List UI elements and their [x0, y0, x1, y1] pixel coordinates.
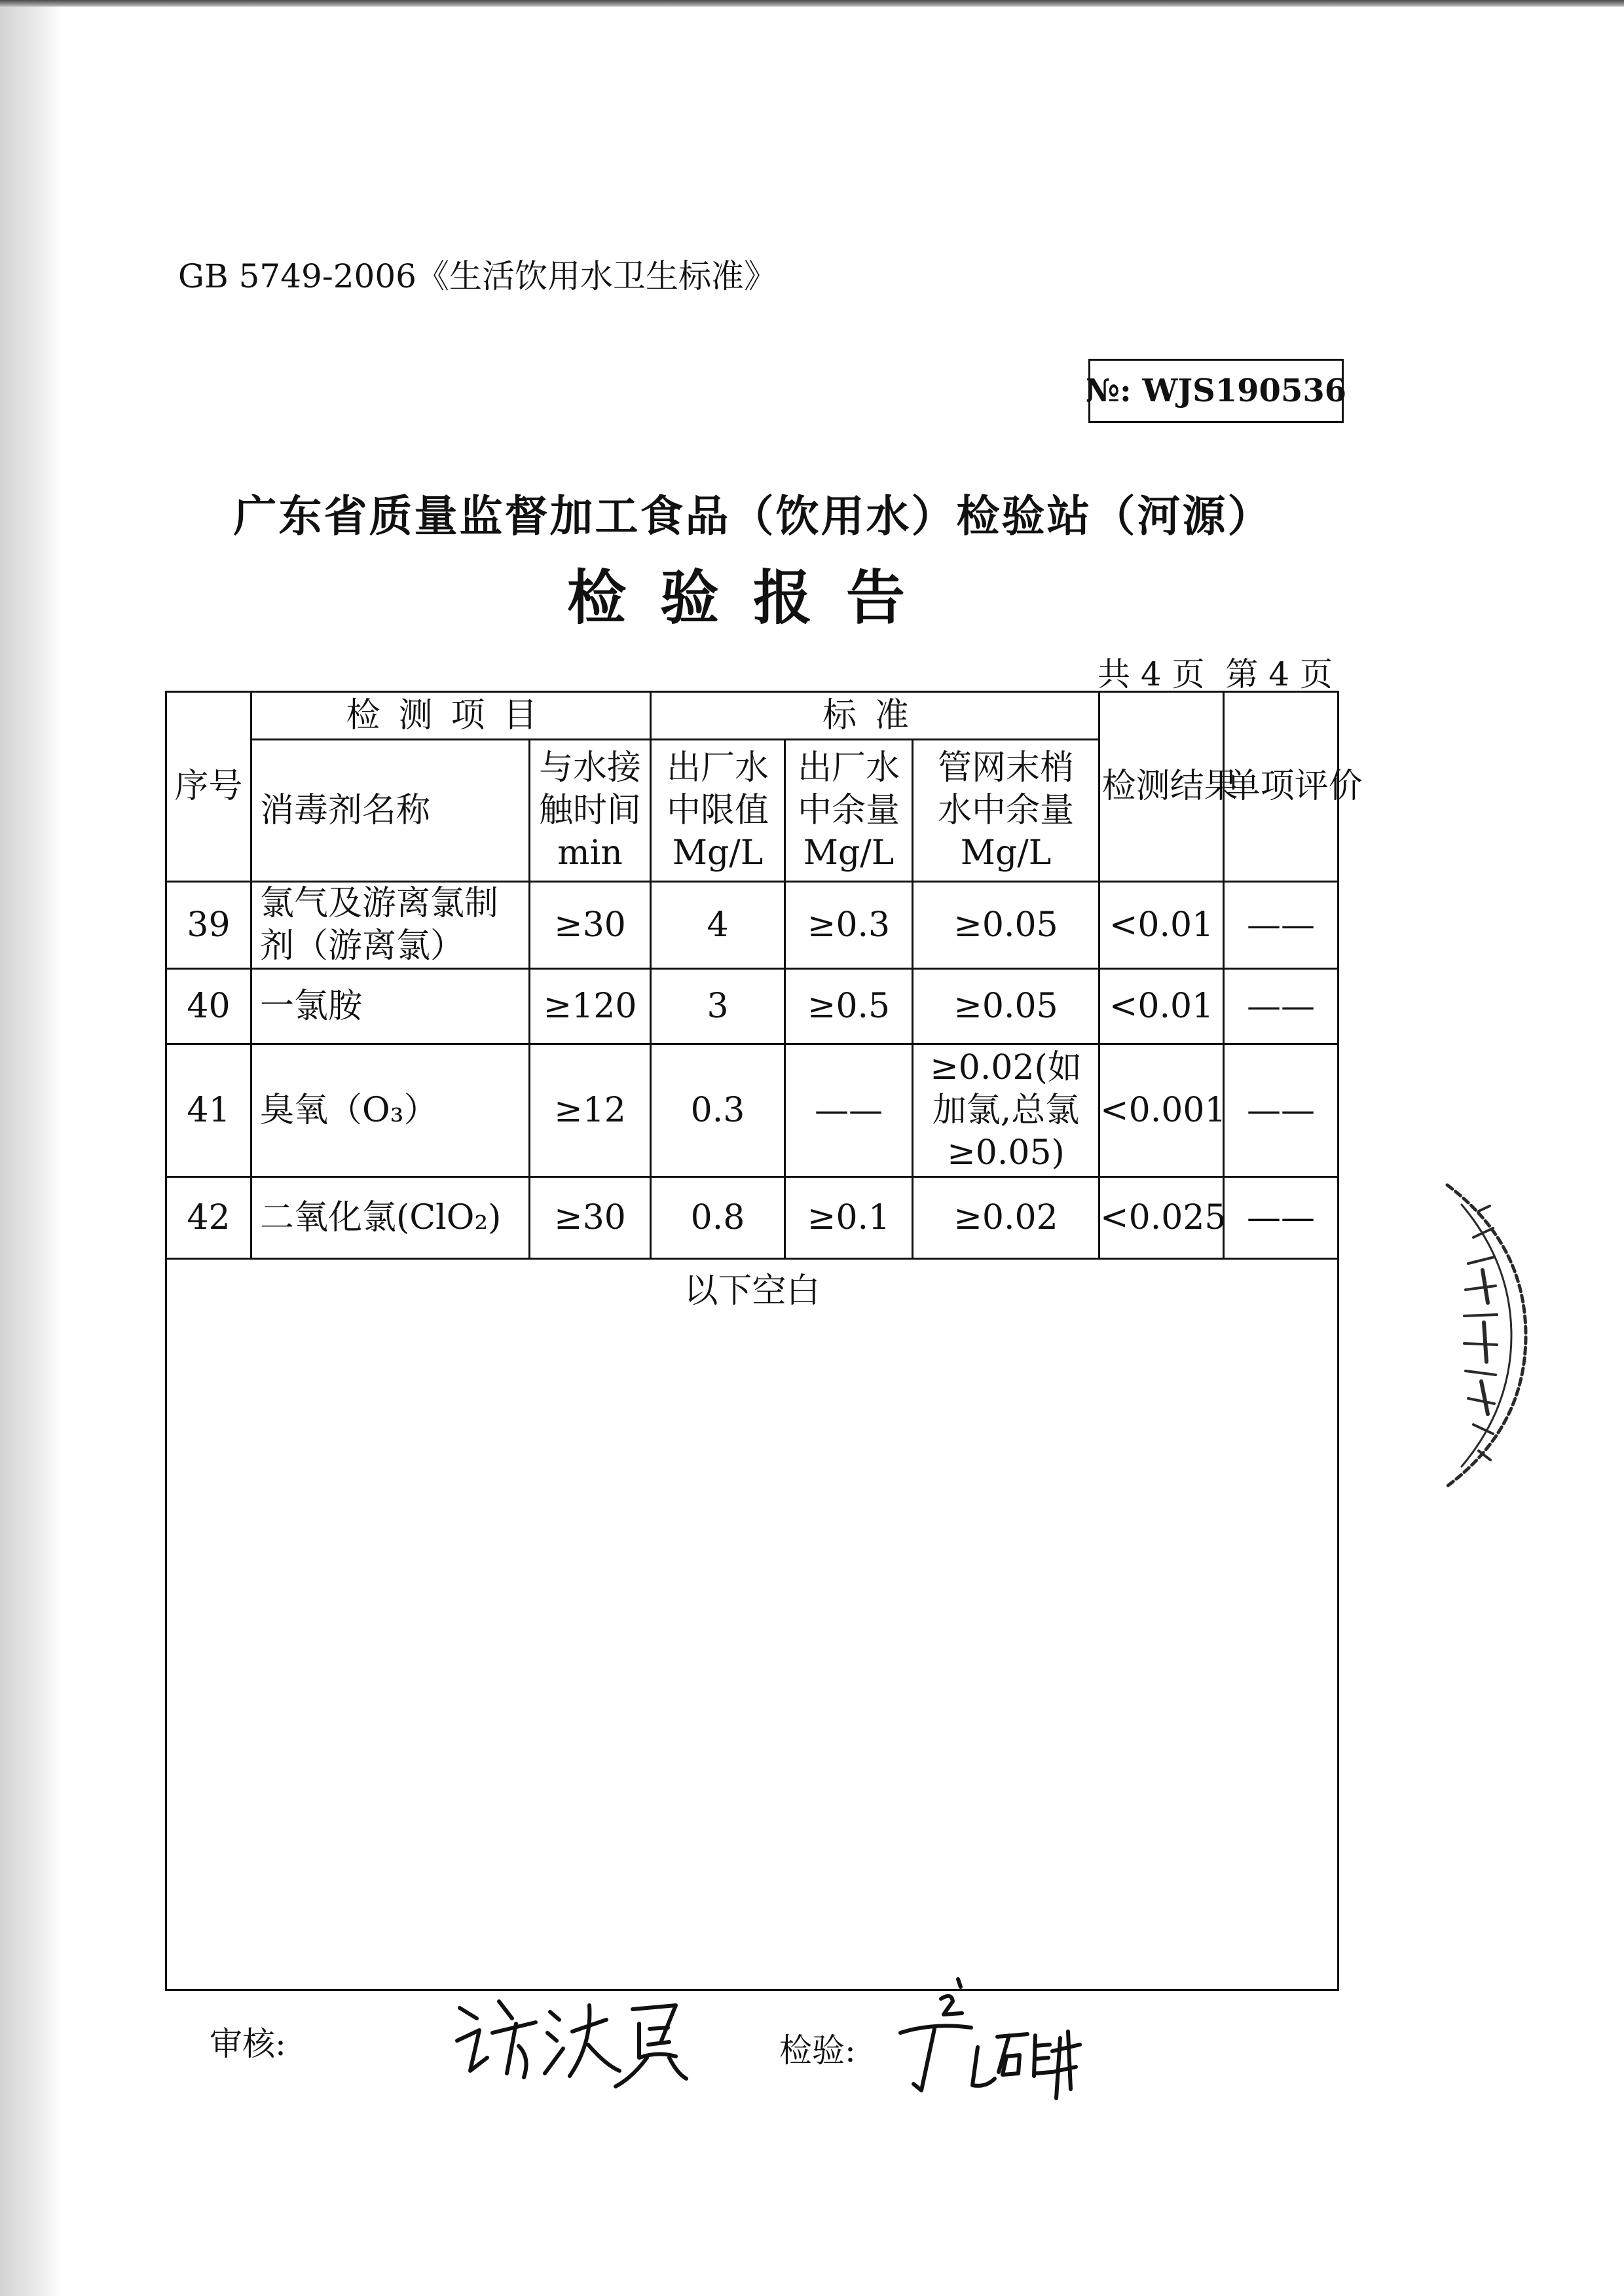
header-factory-residual: 出厂水中余量Mg/L [785, 740, 913, 882]
scan-shadow-top [0, 0, 1624, 7]
organization-title: 广东省质量监督加工食品（饮用水）检验站（河源） [233, 490, 1273, 541]
header-standard: 标准 [651, 692, 1099, 740]
row-seq: 42 [166, 1177, 251, 1259]
table-row [166, 1177, 1338, 1259]
standard-reference: GB 5749-2006《生活饮用水卫生标准》 [178, 257, 777, 295]
row-network-residual: ≥0.05 [913, 882, 1099, 969]
row-evaluation: —— [1224, 882, 1338, 969]
header-seq: 序号 [166, 692, 251, 882]
row-seq: 39 [166, 882, 251, 969]
blank-note: 以下空白 [684, 1271, 821, 1311]
row-network-residual: ≥0.02 [913, 1177, 1099, 1259]
row-factory-limit: 4 [651, 882, 785, 969]
report-number-box [1085, 359, 1347, 423]
header-result: 检测结果 [1099, 692, 1224, 882]
row-disinfectant-name: 臭氧（O₃） [251, 1044, 530, 1177]
row-result: <0.025 [1099, 1177, 1224, 1259]
document-title: 检验报告 [567, 563, 939, 632]
row-result: <0.001 [1099, 1044, 1224, 1177]
header-row-1 [166, 692, 1338, 740]
page-indicator: 共 4 页 第 4 页 [1098, 655, 1333, 693]
row-factory-residual: ≥0.3 [785, 882, 913, 969]
row-factory-residual: ≥0.5 [785, 969, 913, 1044]
row-seq: 40 [166, 969, 251, 1044]
table-row [166, 969, 1338, 1044]
row-result: <0.01 [1099, 969, 1224, 1044]
row-seq: 41 [166, 1044, 251, 1177]
report-number: №: WJS190536 [1085, 373, 1347, 409]
header-contact-time: 与水接触时间min [530, 740, 651, 882]
blank-area [166, 1259, 1338, 1990]
row-contact-time: ≥30 [530, 1177, 651, 1259]
scan-shadow-left [0, 0, 62, 2296]
header-evaluation: 单项评价 [1224, 692, 1338, 882]
header-disinfectant-name: 消毒剂名称 [251, 740, 530, 882]
row-factory-residual: ≥0.1 [785, 1177, 913, 1259]
header-factory-limit: 出厂水中限值Mg/L [651, 740, 785, 882]
blank-area-row [166, 1259, 1338, 1990]
row-factory-limit: 3 [651, 969, 785, 1044]
row-network-residual: ≥0.02(如加氯,总氯≥0.05) [913, 1044, 1099, 1177]
reviewer-signature [452, 1980, 701, 2095]
row-factory-residual: —— [785, 1044, 913, 1177]
row-contact-time: ≥12 [530, 1044, 651, 1177]
header-network-residual: 管网末梢水中余量Mg/L [913, 740, 1099, 882]
row-contact-time: ≥30 [530, 882, 651, 969]
row-factory-limit: 0.8 [651, 1177, 785, 1259]
row-disinfectant-name: 氯气及游离氯制剂（游离氯） [251, 882, 530, 969]
row-network-residual: ≥0.05 [913, 969, 1099, 1044]
table-row [166, 1044, 1338, 1177]
reviewer-label: 审核: [210, 2025, 286, 2063]
header-test-items: 检测项目 [251, 692, 651, 740]
row-disinfectant-name: 一氯胺 [251, 969, 530, 1044]
official-stamp [1428, 1165, 1532, 1506]
table-row [166, 882, 1338, 969]
inspector-label: 检验: [779, 2032, 856, 2069]
row-factory-limit: 0.3 [651, 1044, 785, 1177]
row-evaluation: —— [1224, 1044, 1338, 1177]
row-result: <0.01 [1099, 882, 1224, 969]
results-table [165, 691, 1363, 1991]
row-evaluation: —— [1224, 969, 1338, 1044]
inspector-signature [881, 1974, 1103, 2108]
row-contact-time: ≥120 [530, 969, 651, 1044]
row-disinfectant-name: 二氧化氯(ClO₂) [251, 1177, 530, 1259]
row-evaluation: —— [1224, 1177, 1338, 1259]
